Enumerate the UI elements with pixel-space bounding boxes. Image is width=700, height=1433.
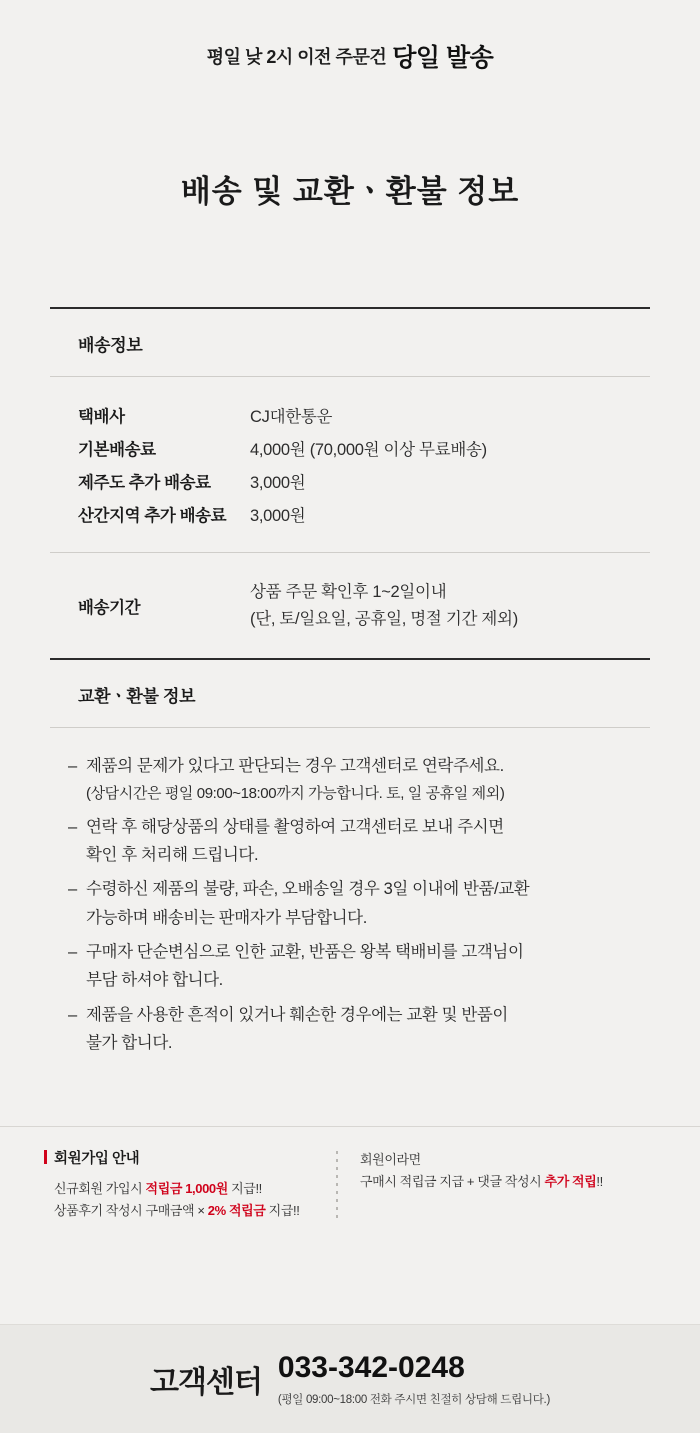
table-row <box>50 403 650 427</box>
delivery-period-line-1: 상품 주문 확인후 1~2일이내 <box>250 583 447 601</box>
dash-marker: – <box>68 1005 77 1024</box>
customer-center-footer <box>0 1324 700 1433</box>
refund-item-main: 수령하신 제품의 불량, 파손, 오배송일 경우 3일 이내에 반품/교환 <box>86 880 530 899</box>
dash-marker: – <box>68 817 77 836</box>
membership-info-strip <box>0 1126 700 1246</box>
top-banner-small-text: 평일 낮 2시 이전 주문건 <box>206 47 387 67</box>
content-area <box>50 211 650 1118</box>
refund-policy-list <box>50 728 650 1117</box>
delivery-period-value <box>250 579 518 632</box>
table-row <box>50 469 650 493</box>
customer-center-label: 고객센터 <box>150 1366 262 1399</box>
page-title: 배송 및 교환ㆍ환불 정보 <box>180 174 520 209</box>
refund-item-sub: 확인 후 처리해 드립니다. <box>86 845 259 864</box>
refund-item-main: 제품을 사용한 흔적이 있거나 훼손한 경우에는 교환 및 반품이 <box>86 1005 508 1024</box>
delivery-period-line-2: (단, 토/일요일, 공휴일, 명절 기간 제외) <box>250 609 518 628</box>
list-item <box>68 875 650 932</box>
list-item <box>68 1001 650 1058</box>
delivery-value: 3,000원 <box>250 507 306 525</box>
membership-left-column <box>0 1147 336 1224</box>
delivery-label: 택배사 <box>78 408 125 426</box>
membership-title <box>44 1147 336 1168</box>
membership-right-line-2-c: !! <box>596 1174 603 1190</box>
membership-left-line-1-a: 신규회원 가입시 <box>54 1180 146 1196</box>
customer-center-note: (평일 09:00~18:00 전화 주시면 친절히 상담해 드립니다.) <box>277 1394 550 1406</box>
delivery-value: CJ대한통운 <box>250 408 333 426</box>
refund-item-main: 연락 후 해당상품의 상태를 촬영하여 고객센터로 보내 주시면 <box>86 817 504 836</box>
table-row <box>50 436 650 460</box>
refund-item-sub: 부담 하셔야 합니다. <box>86 971 223 990</box>
membership-right-column <box>360 1147 603 1195</box>
membership-left-line-2 <box>44 1200 336 1223</box>
customer-center-phone: 033-342-0248 <box>277 1351 465 1384</box>
table-row <box>50 502 650 526</box>
membership-left-line-1 <box>44 1178 336 1201</box>
top-banner-line <box>207 38 494 74</box>
dash-marker: – <box>68 757 77 776</box>
membership-left-line-2-accent: 2% 적립금 <box>207 1203 266 1219</box>
dotted-divider <box>336 1151 338 1224</box>
dash-marker: – <box>68 943 77 962</box>
list-item <box>68 813 650 870</box>
membership-left-line-2-a: 상품후기 작성시 구매금액 × <box>54 1203 208 1219</box>
refund-item-sub: 가능하며 배송비는 판매자가 부담합니다. <box>86 908 367 927</box>
membership-right-line-2 <box>360 1171 603 1194</box>
refund-section-title: 교환ㆍ환불 정보 <box>78 687 196 707</box>
delivery-period-block <box>50 553 650 658</box>
delivery-label: 제주도 추가 배송료 <box>78 474 211 492</box>
customer-center-inner <box>150 1351 550 1407</box>
membership-left-line-1-c: 지급!! <box>227 1180 262 1196</box>
membership-right-line-2-accent: 추가 적립 <box>544 1174 597 1190</box>
membership-title-text: 회원가입 안내 <box>54 1150 140 1167</box>
red-bar-icon <box>44 1150 47 1164</box>
dash-marker: – <box>68 880 77 899</box>
delivery-label: 산간지역 추가 배송료 <box>78 507 227 525</box>
delivery-value: 4,000원 (70,000원 이상 무료배송) <box>250 441 487 459</box>
refund-item-sub: (상담시간은 평일 09:00~18:00까지 가능합니다. 토, 일 공휴일 제외) <box>86 784 505 802</box>
list-item <box>68 938 650 995</box>
refund-item-sub: 불가 합니다. <box>86 1034 173 1053</box>
delivery-value: 3,000원 <box>250 474 306 492</box>
top-banner-big-text: 당일 발송 <box>392 44 494 72</box>
membership-left-line-1-accent: 적립금 1,000원 <box>145 1180 228 1196</box>
delivery-section-title: 배송정보 <box>78 336 143 355</box>
delivery-period-label: 배송기간 <box>78 598 141 617</box>
membership-left-line-2-c: 지급!! <box>265 1203 300 1219</box>
membership-right-line-2-a: 구매시 적립금 지급 + 댓글 작성시 <box>360 1174 545 1190</box>
delivery-table <box>50 377 650 552</box>
refund-item-main: 구매자 단순변심으로 인한 교환, 반품은 왕복 택배비를 고객님이 <box>86 943 524 962</box>
refund-item-main: 제품의 문제가 있다고 판단되는 경우 고객센터로 연락주세요. <box>86 757 504 776</box>
membership-right-line-1: 회원이라면 <box>360 1151 421 1167</box>
list-item <box>68 752 650 806</box>
top-banner <box>0 0 700 74</box>
delivery-label: 기본배송료 <box>78 441 156 459</box>
